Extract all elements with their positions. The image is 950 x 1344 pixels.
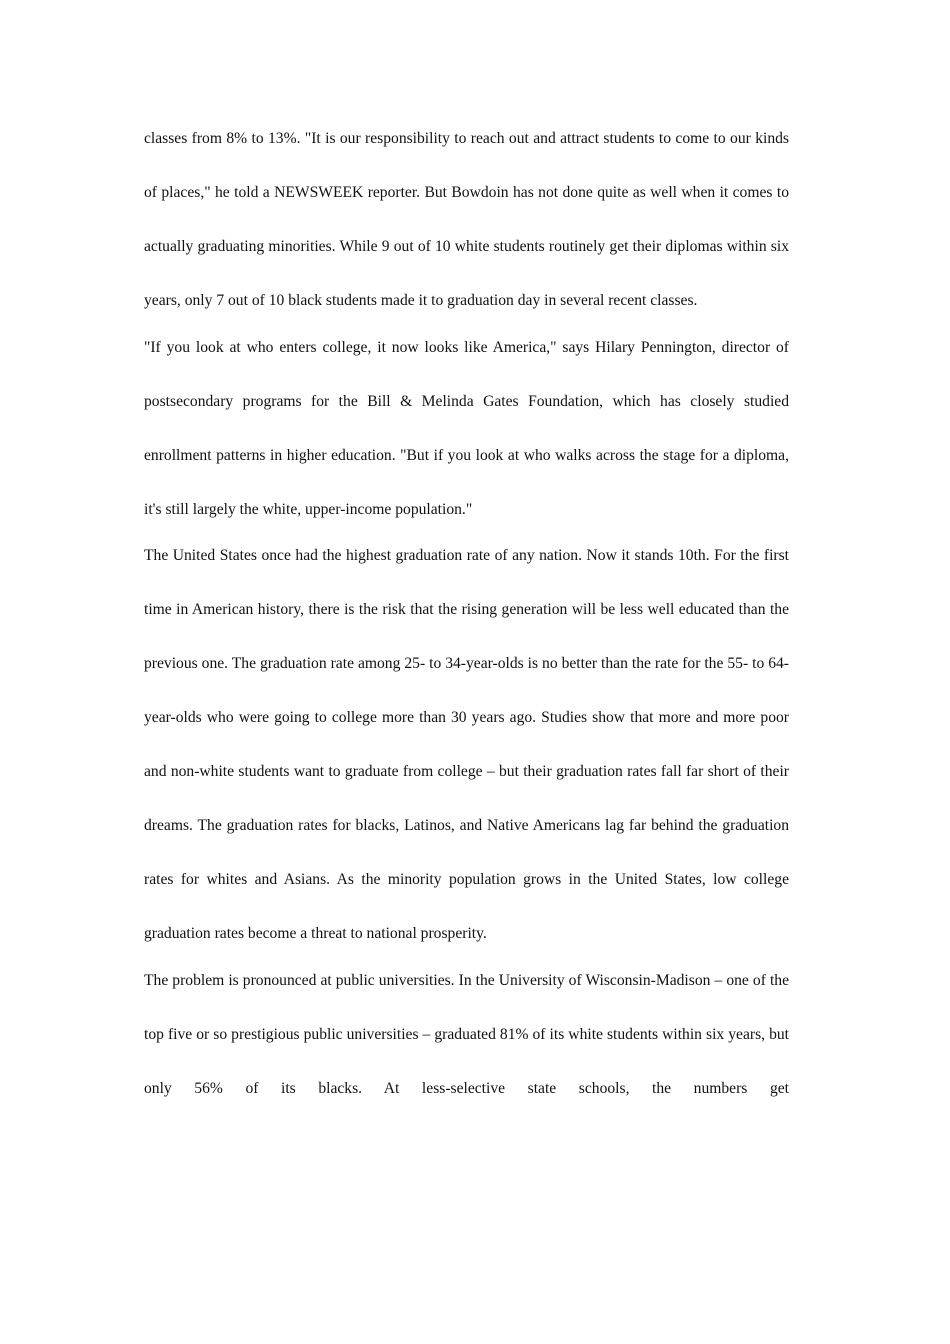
body-text (144, 112, 789, 1108)
paragraph-3: The United States once had the highest graduation rate of any nation. Now it stands 10th. For the first time in American history, there is the risk that the rising generation will be less well educated than the previous one. The graduation rate among 25- to 34-year-olds is no better than the rate for the 55- to 64-year-olds who were going to college more than 30 years ago. Studies show that more and more poor and non-white students want to graduate from college – but their graduation rates fall far short of their dreams. The graduation rates for blacks, Latinos, and Native Americans lag far behind the graduation rates for whites and Asians. As the minority population grows in the United States, low college graduation rates become a threat to national prosperity. (144, 547, 789, 942)
paragraph-4: The problem is pronounced at public universities. In the University of Wisconsin-Madison – one of the top five or so prestigious public universities – graduated 81% of its white students within six years, but only 56% of its blacks. At less-selective state schools, the numbers get (144, 971, 789, 1097)
paragraph-2: "If you look at who enters college, it now looks like America," says Hilary Pennington, director of postsecondary programs for the Bill & Melinda Gates Foundation, which has closely studied enrollment patterns in higher education. "But if you look at who walks across the stage for a diploma, it's still largely the white, upper-income population." (144, 338, 789, 518)
paragraph-1: classes from 8% to 13%. "It is our responsibility to reach out and attract students to come to our kinds of places," he told a NEWSWEEK reporter. But Bowdoin has not done quite as well when it comes to actually graduating minorities. While 9 out of 10 white students routinely get their diplomas within six years, only 7 out of 10 black students made it to graduation day in several recent classes. (144, 130, 789, 309)
